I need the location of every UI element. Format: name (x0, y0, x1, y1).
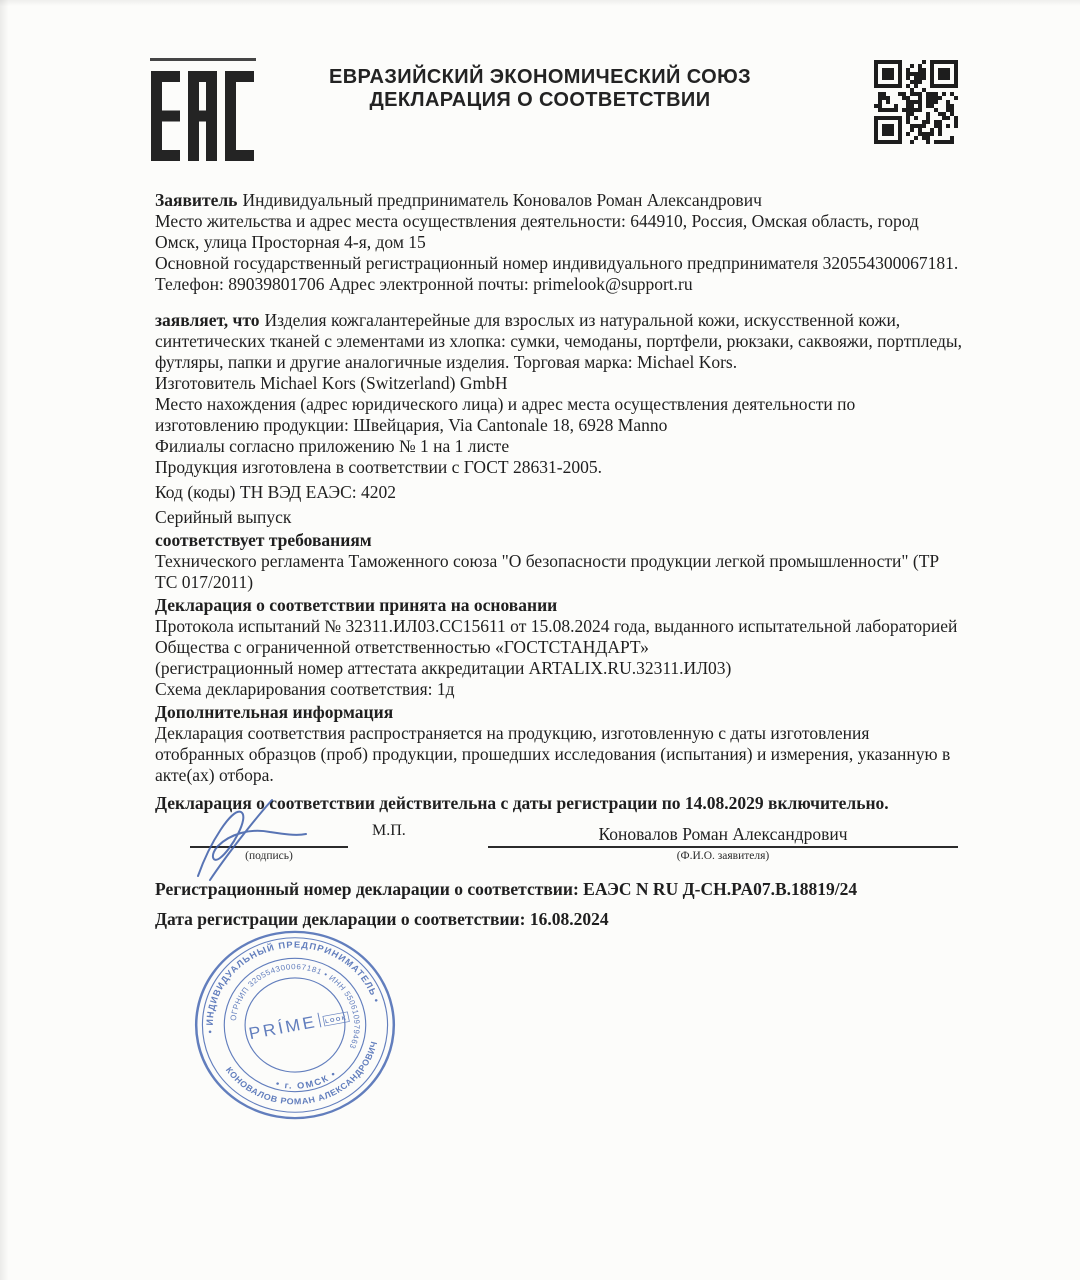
tnved-code-line: Код (коды) ТН ВЭД ЕАЭС: 4202 (155, 482, 397, 502)
applicant-section (155, 190, 963, 295)
applicant-label: Заявитель (155, 190, 238, 210)
applicant-name-line (155, 190, 963, 211)
manufacturer-address: Место нахождения (адрес юридического лица) и адрес места осуществления деятельности по изготовлению продукции: Швейцария, Via Cantonale 18, 6928 Manno (155, 394, 856, 435)
products-description: Изделия кожгалантерейные для взрослых из натуральной кожи, искусственной кожи, синтетических тканей с элементами из хлопка: сумки, чемоданы, портфели, рюкзаки, саквояжи, портпледы, футляры, папки и другие аналогичные изделия. Торговая марка: Michael Kors. (155, 310, 963, 372)
signature-caption: (подпись) (245, 850, 293, 862)
signer-name-field (488, 824, 958, 863)
signer-name: Коновалов Роман Александрович (598, 824, 848, 844)
registration-date-line: Дата регистрации декларации о соответствии: 16.08.2024 (155, 909, 609, 929)
signature-field (190, 846, 348, 863)
svg-text:ОГРНИП 320554300067181 • ИНН 5 (219, 952, 367, 1072)
declares-label: заявляет, что (155, 310, 260, 330)
additional-info-section (155, 702, 963, 786)
gost-line: Продукция изготовлена в соответствии с ГОСТ 28631-2005. (155, 457, 602, 477)
additional-info-heading: Дополнительная информация (155, 702, 394, 722)
signature-row (155, 820, 963, 863)
validity-line: Декларация о соответствии действительна с даты регистрации по 14.08.2029 включительно. (155, 793, 889, 813)
production-type-line: Серийный выпуск (155, 507, 292, 527)
stamp-outer-bottom-text: КОНОВАЛОВ РОМАН АЛЕКСАНДРОВИЧ (223, 1039, 380, 1107)
stamp-inner-arc-text: ОГРНИП 320554300067181 • ИНН 550610979463 (228, 962, 362, 1051)
company-round-stamp (191, 927, 399, 1123)
additional-info-body: Декларация соответствия распространяется на продукцию, изготовленную с даты изготовления отобранных образцов (проб) продукции, прошедших исследования (испытания) и измерения, указанную в акте(ах) отбора. (155, 723, 951, 785)
stamp-logo-main: PRÍME (246, 1011, 319, 1044)
eac-logo-topline (150, 58, 256, 61)
products-line (155, 310, 963, 373)
applicant-address: Место жительства и адрес места осуществления деятельности: 644910, Россия, Омская область, город Омск, улица Просторная 4-я, дом 15 (155, 211, 919, 252)
document-body (155, 190, 963, 930)
union-name: ЕВРАЗИЙСКИЙ ЭКОНОМИЧЕСКИЙ СОЮЗ (328, 66, 752, 88)
basis-accreditation: (регистрационный номер аттестата аккредитации ARTALIX.RU.32311.ИЛ03) (155, 658, 732, 678)
compliance-section (155, 530, 963, 593)
stamp-outer-top-text: • ИНДИВИДУАЛЬНЫЙ ПРЕДПРИНИМАТЕЛЬ • (204, 939, 382, 1034)
registration-number-line: Регистрационный номер декларации о соответствии: ЕАЭС N RU Д-CH.PA07.B.18819/24 (155, 879, 858, 899)
applicant-ogrnip: Основной государственный регистрационный номер индивидуального предпринимателя 320554300067181. (155, 253, 959, 273)
basis-protocol: Протокола испытаний № 32311.ИЛ03.СС15611 от 15.08.2024 года, выданного испытательной лабораторией Общества с ограниченной ответственностью «ГОСТСТАНДАРТ» (155, 616, 958, 657)
basis-scheme: Схема декларирования соответствия: 1д (155, 679, 455, 699)
document-type: ДЕКЛАРАЦИЯ О СООТВЕТСТВИИ (369, 89, 711, 111)
stamp-logo-sub: LOOK (324, 1015, 349, 1026)
branches-line: Филиалы согласно приложению № 1 на 1 листе (155, 436, 510, 456)
manufacturer-line: Изготовитель Michael Kors (Switzerland) GmbH (155, 373, 508, 393)
compliance-heading: соответствует требованиям (155, 530, 372, 550)
basis-heading: Декларация о соответствии принята на основании (155, 595, 558, 615)
qr-code-icon (874, 60, 958, 144)
stamp-city-text: • г. ОМСК • (274, 1068, 339, 1091)
basis-section (155, 595, 963, 700)
compliance-body: Технического регламента Таможенного союза "О безопасности продукции легкой промышленности" (ТР ТС 017/2011) (155, 551, 940, 592)
applicant-contacts: Телефон: 89039801706 Адрес электронной почты: primelook@support.ru (155, 274, 693, 294)
stamp-place-label: М.П. (372, 822, 406, 839)
stamp-center-logo (247, 1006, 350, 1043)
declaration-section (155, 310, 963, 528)
signer-name-caption: (Ф.И.О. заявителя) (676, 850, 770, 862)
applicant-name: Индивидуальный предприниматель Коновалов Роман Александрович (242, 190, 762, 210)
